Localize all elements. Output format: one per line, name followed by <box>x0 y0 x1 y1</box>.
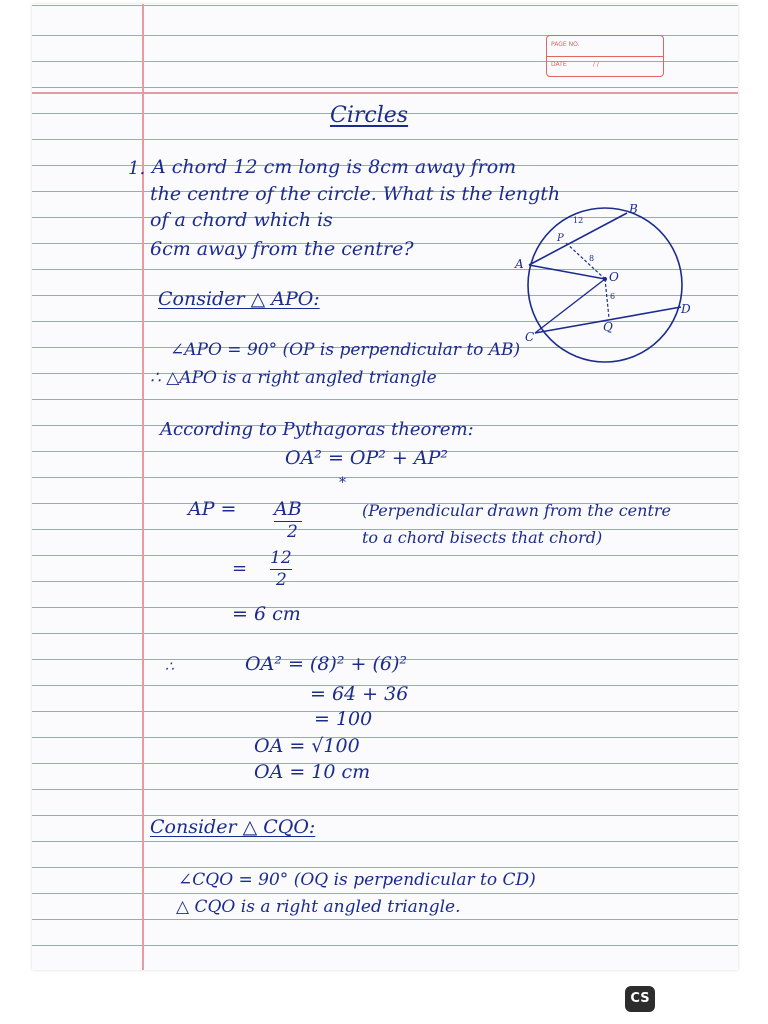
label-b: B <box>629 202 638 216</box>
therefore-sign: ∴ <box>165 659 174 675</box>
part2-heading: Consider △ CQO: <box>150 816 316 838</box>
oa-line-4: OA = √100 <box>254 735 360 757</box>
page-no-label: PAGE NO. <box>551 41 580 48</box>
part2-triangle-statement: △ CQO is a right angled triangle. <box>176 897 461 917</box>
oa-line-3: = 100 <box>314 708 373 730</box>
center-point <box>603 277 607 281</box>
star-mark: * <box>339 475 346 491</box>
label-a: A <box>515 257 524 271</box>
label-d: D <box>681 302 691 316</box>
page-title: Circles <box>330 103 409 128</box>
segment-op <box>565 242 605 279</box>
pythagoras-intro: According to Pythagoras theorem: <box>160 419 474 440</box>
page-box-divider <box>547 56 663 57</box>
label-q: Q <box>603 320 613 334</box>
oa-line-2: = 64 + 36 <box>310 683 409 705</box>
segment-oc <box>535 279 605 333</box>
part1-angle-statement: ∠APO = 90° (OP is perpendicular to AB) <box>170 340 521 360</box>
question-line-2: the centre of the circle. What is the length <box>150 183 561 205</box>
page-date-box <box>546 35 664 77</box>
label-c: C <box>525 330 535 344</box>
frac-12-numerator: 12 <box>270 548 292 568</box>
part1-heading: Consider △ APO: <box>158 288 320 310</box>
ap-note-line-2: to a chord bisects that chord) <box>362 528 603 547</box>
left-margin-line <box>142 4 144 970</box>
oa-line-5: OA = 10 cm <box>254 761 371 783</box>
ap-fraction-denominator: 2 <box>287 522 298 542</box>
segment-ao <box>529 265 605 279</box>
oa-line-1: OA² = (8)² + (6)² <box>245 653 407 675</box>
measure-oq: 6 <box>610 292 616 301</box>
measure-ap: 12 <box>573 216 584 225</box>
segment-oq <box>605 279 609 318</box>
label-o: O <box>609 270 619 284</box>
date-value: / / <box>593 61 599 68</box>
part2-angle-statement: ∠CQO = 90° (OQ is perpendicular to CD) <box>178 870 536 890</box>
frac-12-denominator: 2 <box>276 570 287 590</box>
notebook-page <box>32 4 738 970</box>
question-line-3: of a chord which is <box>150 209 333 231</box>
ap-result: = 6 cm <box>232 603 301 625</box>
ap-lhs: AP = <box>188 498 237 520</box>
ap-note-line-1: (Perpendicular drawn from the centre <box>362 501 671 520</box>
ap-fraction-numerator: AB <box>274 498 302 520</box>
measure-op: 8 <box>589 254 595 263</box>
circle-diagram <box>505 195 705 365</box>
camscanner-badge: CS <box>625 986 655 1012</box>
pythagoras-equation: OA² = OP² + AP² <box>285 447 449 469</box>
part1-triangle-statement: ∴ △APO is a right angled triangle <box>150 368 437 388</box>
circle-shape <box>528 208 682 362</box>
question-line-1: A chord 12 cm long is 8cm away from <box>152 156 517 178</box>
top-margin-line <box>32 92 738 94</box>
question-line-4: 6cm away from the centre? <box>150 238 414 260</box>
label-p: P <box>557 233 564 244</box>
eq-sign: = <box>232 558 248 579</box>
question-number: 1. <box>128 158 146 179</box>
date-label: DATE <box>551 61 567 68</box>
